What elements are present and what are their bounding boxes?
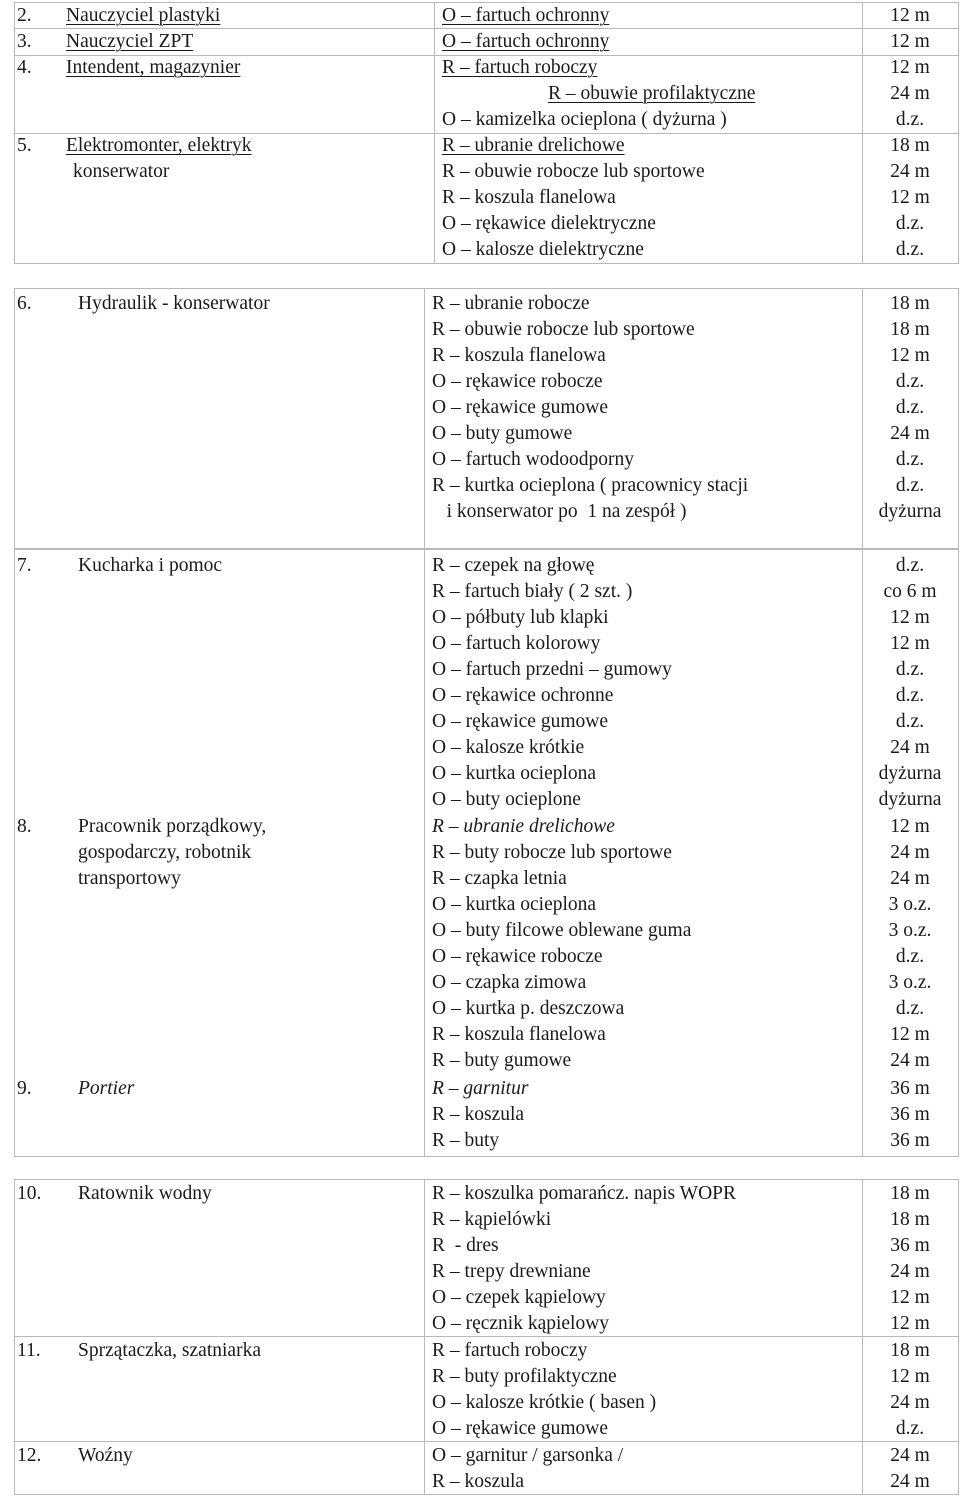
usage-period: 18 m [890,1340,930,1361]
equipment-item: R – kąpielówki [432,1209,552,1230]
equipment-item: O – rękawice robocze [432,946,603,967]
equipment-item: O – kurtka p. deszczowa [432,998,625,1019]
equipment-item: O – kurtka ocieplona [432,894,597,915]
equipment-item: O – ręcznik kąpielowy [432,1313,610,1334]
usage-period: 24 m [890,83,930,104]
equipment-item: R – ubranie drelichowe [442,135,625,156]
equipment-item: O – buty ocieplone [432,789,581,810]
equipment-item: O – półbuty lub klapki [432,607,609,628]
equipment-item: O – rękawice ochronne [432,685,614,706]
usage-period: 24 m [890,1471,930,1492]
equipment-item: O – rękawice gumowe [432,1418,608,1439]
equipment-item: O – kamizelka ocieplona ( dyżurna ) [442,109,727,130]
equipment-item: R – garnitur [432,1078,529,1099]
usage-period: 12 m [890,187,930,208]
row-number: 12. [17,1445,42,1466]
equipment-item: O – fartuch ochronny [442,5,610,26]
equipment-item: R – koszula [432,1471,525,1492]
usage-period: 18 m [890,1209,930,1230]
job-title: Elektromonter, elektryk [66,135,252,156]
equipment-item: i konserwator po 1 na zespół ) [432,501,687,522]
usage-period: 12 m [890,1287,930,1308]
job-title: Woźny [78,1445,133,1466]
usage-period: d.z. [895,213,925,234]
usage-period: d.z. [895,239,925,260]
usage-period: 18 m [890,319,930,340]
equipment-item: R – obuwie robocze lub sportowe [442,161,705,182]
job-title: Sprzątaczka, szatniarka [78,1340,261,1361]
usage-period: d.z. [895,659,925,680]
row-number: 10. [17,1183,42,1204]
equipment-item: O – rękawice dielektryczne [442,213,656,234]
row-number: 6. [17,293,32,314]
usage-period: d.z. [895,555,925,576]
equipment-item: R – koszula flanelowa [432,345,606,366]
equipment-item: R – buty profilaktyczne [432,1366,617,1387]
equipment-item: O – buty filcowe oblewane guma [432,920,692,941]
usage-period: d.z. [895,946,925,967]
row-number: 5. [17,135,32,156]
equipment-item: O – rękawice gumowe [432,397,608,418]
usage-period: 18 m [890,293,930,314]
job-title-line-3: transportowy [78,868,181,889]
equipment-item: R – buty gumowe [432,1050,572,1071]
job-title: Hydraulik - konserwator [78,293,270,314]
equipment-item: O – kalosze krótkie [432,737,585,758]
usage-period: 24 m [890,1445,930,1466]
usage-period: 18 m [890,135,930,156]
usage-period: 36 m [890,1078,930,1099]
equipment-item: O – kurtka ocieplona [432,763,597,784]
usage-period: d.z. [895,397,925,418]
usage-period: 12 m [890,607,930,628]
usage-period: 12 m [890,345,930,366]
equipment-item: R – buty robocze lub sportowe [432,842,672,863]
usage-period: 12 m [890,633,930,654]
usage-period: 24 m [890,842,930,863]
usage-period: 24 m [890,161,930,182]
equipment-item: O – rękawice robocze [432,371,603,392]
equipment-item: O – fartuch kolorowy [432,633,601,654]
usage-period: 36 m [890,1104,930,1125]
job-title: Ratownik wodny [78,1183,212,1204]
row-number: 2. [17,5,32,26]
equipment-item: O – fartuch ochronny [442,31,610,52]
job-title: Portier [78,1078,135,1099]
equipment-item: O – buty gumowe [432,423,573,444]
usage-period: 36 m [890,1235,930,1256]
usage-period: d.z. [895,475,925,496]
equipment-item: O – fartuch przedni – gumowy [432,659,672,680]
usage-period: 12 m [890,31,930,52]
usage-period: 12 m [890,5,930,26]
equipment-item: R – fartuch roboczy [432,1340,588,1361]
usage-period: d.z. [895,109,925,130]
equipment-item: R – koszulka pomarańcz. napis WOPR [432,1183,737,1204]
usage-period: 12 m [890,57,930,78]
usage-period: d.z. [895,998,925,1019]
equipment-item: O – kalosze krótkie ( basen ) [432,1392,657,1413]
equipment-item: R – obuwie robocze lub sportowe [432,319,695,340]
job-title: Kucharka i pomoc [78,555,223,576]
equipment-item: O – rękawice gumowe [432,711,608,732]
usage-period: 24 m [890,1050,930,1071]
equipment-item: O – czepek kąpielowy [432,1287,606,1308]
usage-period: d.z. [895,1418,925,1439]
row-number: 11. [17,1340,41,1361]
equipment-item: R – ubranie robocze [432,293,590,314]
job-title: Pracownik porządkowy, [78,816,267,837]
job-title-line-2: konserwator [73,161,170,182]
equipment-item: R – koszula flanelowa [442,187,616,208]
usage-period: 24 m [890,1261,930,1282]
job-title: Intendent, magazynier [66,57,241,78]
equipment-item: R – trepy drewniane [432,1261,591,1282]
equipment-item: R – czepek na głowę [432,555,595,576]
usage-period: 24 m [890,737,930,758]
equipment-item: R – kurtka ocieplona ( pracownicy stacji [432,475,749,496]
equipment-item: R – ubranie drelichowe [432,816,615,837]
usage-period: 12 m [890,1024,930,1045]
usage-period: d.z. [895,371,925,392]
job-title: Nauczyciel ZPT [66,31,194,52]
usage-period: 24 m [890,423,930,444]
job-title-line-2: gospodarczy, robotnik [78,842,252,863]
equipment-item: O – garnitur / garsonka / [432,1445,624,1466]
equipment-item: R - dres [432,1235,499,1256]
equipment-item: O – kalosze dielektryczne [442,239,644,260]
usage-period: 18 m [890,1183,930,1204]
usage-period: 24 m [890,868,930,889]
equipment-item: R – fartuch biały ( 2 szt. ) [432,581,633,602]
usage-period: d.z. [895,711,925,732]
usage-period: 24 m [890,1392,930,1413]
usage-period: d.z. [895,449,925,470]
equipment-item: R – czapka letnia [432,868,567,889]
usage-period: dyżurna [878,789,942,810]
equipment-item: R – buty [432,1130,500,1151]
usage-period: 12 m [890,1313,930,1334]
row-number: 9. [17,1078,32,1099]
job-title: Nauczyciel plastyki [66,5,221,26]
equipment-item: R – fartuch roboczy [442,57,598,78]
usage-period: 3 o.z. [888,894,932,915]
row-number: 8. [17,816,32,837]
usage-period: 36 m [890,1130,930,1151]
row-number: 7. [17,555,32,576]
usage-period: 3 o.z. [888,920,932,941]
equipment-item: R – koszula [432,1104,525,1125]
usage-period: 12 m [890,816,930,837]
equipment-item: R – koszula flanelowa [432,1024,606,1045]
usage-period: co 6 m [883,581,937,602]
usage-period: 12 m [890,1366,930,1387]
usage-period: 3 o.z. [888,972,932,993]
equipment-item: O – czapka zimowa [432,972,587,993]
usage-period: dyżurna [878,501,942,522]
row-number: 3. [17,31,32,52]
usage-period: d.z. [895,685,925,706]
equipment-item: O – fartuch wodoodporny [432,449,634,470]
row-number: 4. [17,57,32,78]
usage-period: dyżurna [878,763,942,784]
equipment-item: R – obuwie profilaktyczne [548,83,756,104]
